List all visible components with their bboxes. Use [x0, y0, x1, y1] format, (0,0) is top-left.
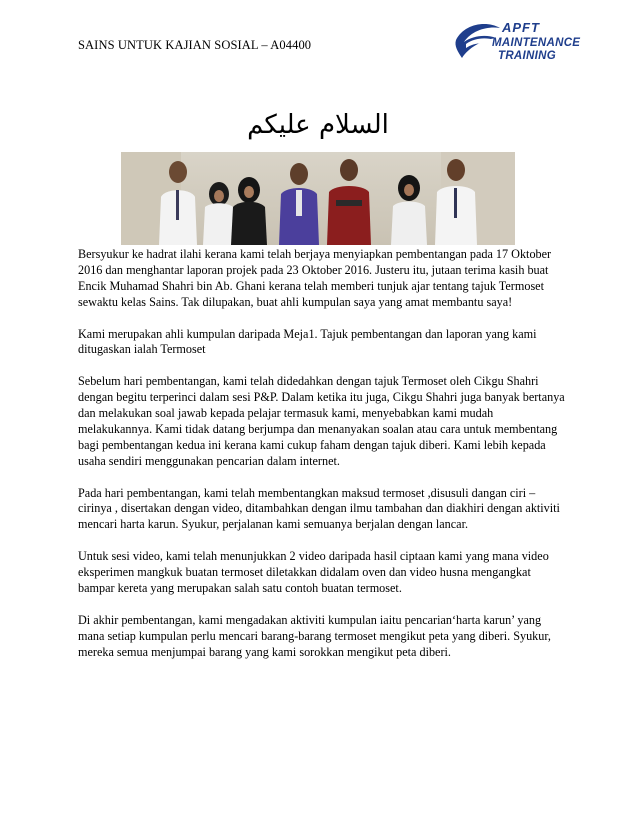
logo-line-3: TRAINING: [498, 50, 556, 62]
arabic-greeting: [238, 104, 398, 144]
paragraph-5: Untuk sesi video, kami telah menunjukkan 2 video daripada hasil ciptaan kami yang mana video eksperimen mangkuk buatan termoset diletakkan didalam oven dan video husna mengangkat bampar kereta yang merupakan salah satu contoh buatan termoset.: [78, 549, 549, 595]
paragraph-3: Sebelum hari pembentangan, kami telah didedahkan dengan tajuk Termoset oleh Cikgu Shahri dengan begitu terperinci dalam sesi P&P. Dalam ketika itu juga, Cikgu Shahri juga banyak bertanya dan melakukan soal jawab kepada pelajar termasuk kami, menyebabkan kami mudah melakukannya. Kami tidak datang berjumpa dan menanyakan soalan atau cara untuk membentang bagi pembentangan kedua ini kerana kami cukup faham dengan tajuk diberi. Kami lebih kepada usaha sendiri menggunakan pencarian dalam internet.: [78, 374, 565, 468]
paragraph-1: Bersyukur ke hadrat ilahi kerana kami telah berjaya menyiapkan pembentangan pada 17 Oktober 2016 dan menghantar laporan projek pada 23 Oktober 2016. Justeru itu, jutaan terima kasih buat Encik Muhamad Shahri bin Ab. Ghani kerana telah memberi tunjuk ajar tentang tajuk Termoset sewaktu kelas Sains. Tak dilupakan, buat ahli kumpulan saya yang amat membantu saya!: [78, 247, 552, 309]
apft-logo: [452, 18, 597, 62]
paragraph-4: Pada hari pembentangan, kami telah membentangkan maksud termoset ,disusuli dangan ciri – cirinya , disertakan dengan video, ditambahkan dengan ilmu tambahan dan diakhiri dengan aktiviti mencari harta karun. Syukur, perjalanan kami semuanya berjalan dengan lancar.: [78, 485, 560, 532]
logo-line-1: APFT: [502, 20, 540, 35]
arabic-greeting-text: السلام عليكم: [247, 110, 389, 140]
logo-line-2: MAINTENANCE: [492, 37, 581, 49]
paragraph-2: Kami merupakan ahli kumpulan daripada Meja1. Tajuk pembentangan dan laporan yang kami ditugaskan ialah Termoset: [78, 326, 537, 357]
body-text: [78, 247, 568, 676]
course-header: SAINS UNTUK KAJIAN SOSIAL – A04400: [78, 38, 312, 52]
paragraph-6: Di akhir pembentangan, kami mengadakan aktiviti kumpulan iaitu pencarian‘harta karun’ yang mana setiap kumpulan perlu mencari barang-barang termoset mengikut peta yang diberi. Syukur, mereka semua menjumpai barang yang kami sorokkan mengikut peta diberi.: [78, 612, 551, 659]
group-photo: [121, 152, 515, 245]
